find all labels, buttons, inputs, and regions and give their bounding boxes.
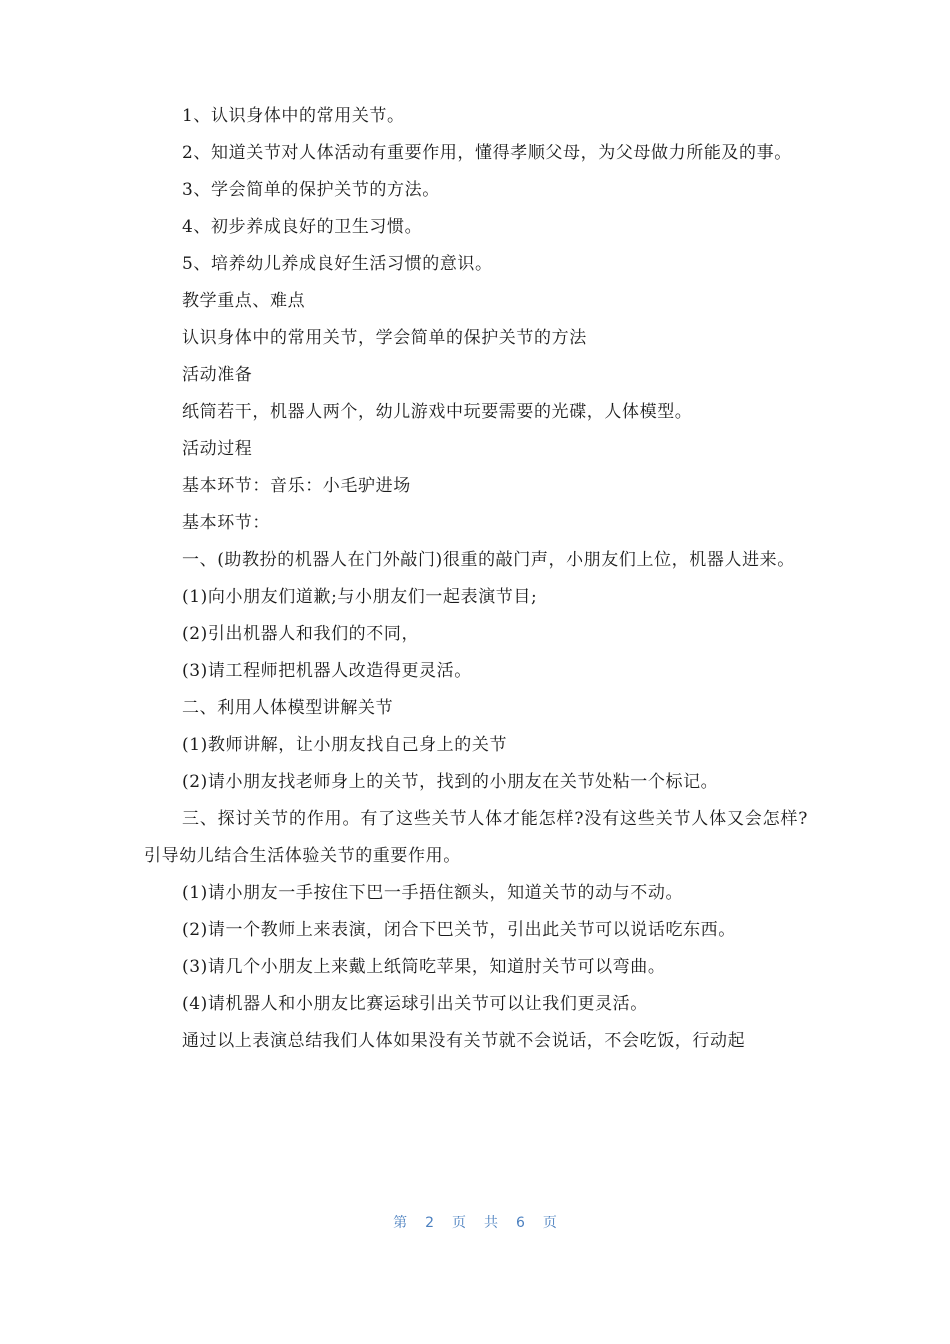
- paragraph-section-1-item-2: (2)引出机器人和我们的不同，: [182, 624, 420, 644]
- paragraph-section-1-item-3: (3)请工程师把机器人改造得更灵活。: [182, 661, 472, 681]
- paragraph-objective-2: 2、知道关节对人体活动有重要作用，懂得孝顺父母，为父母做力所能及的事。: [182, 143, 792, 163]
- paragraph-objective-5: 5、培养幼儿养成良好生活习惯的意识。: [182, 254, 493, 274]
- paragraph-section-1-item-1: (1)向小朋友们道歉;与小朋友们一起表演节目;: [182, 587, 538, 607]
- paragraph-section-3-item-4: (4)请机器人和小朋友比赛运球引出关节可以让我们更灵活。: [182, 994, 648, 1014]
- paragraph-objective-4: 4、初步养成良好的卫生习惯。: [182, 217, 423, 237]
- footer-total-pages: 6: [516, 1215, 525, 1231]
- paragraph-section-2-item-2: (2)请小朋友找老师身上的关节，找到的小朋友在关节处粘一个标记。: [182, 772, 719, 792]
- heading-preparation: 活动准备: [182, 365, 253, 385]
- footer-word-ye: 页: [452, 1215, 466, 1231]
- paragraph-key-points: 认识身体中的常用关节，学会简单的保护关节的方法: [182, 328, 587, 348]
- footer-word-ye-end: 页: [542, 1215, 557, 1231]
- paragraph-basic-step: 基本环节：: [182, 513, 270, 533]
- heading-process: 活动过程: [182, 439, 253, 459]
- paragraph-section-2-item-1: (1)教师讲解，让小朋友找自己身上的关节: [182, 735, 508, 755]
- footer-word-di: 第: [393, 1215, 408, 1231]
- paragraph-section-3: 三、探讨关节的作用。有了这些关节人体才能怎样?没有这些关节人体又会怎样?引导幼儿结合生活体验关节的重要作用。: [144, 809, 808, 866]
- footer-page-number: 2: [425, 1215, 434, 1231]
- paragraph-basic-step-music: 基本环节：音乐：小毛驴进场: [182, 476, 411, 496]
- paragraph-preparation: 纸筒若干，机器人两个，幼儿游戏中玩要需要的光碟，人体模型。: [182, 402, 693, 422]
- paragraph-section-3-item-1: (1)请小朋友一手按住下巴一手捂住额头，知道关节的动与不动。: [182, 883, 684, 903]
- footer-word-gong: 共: [484, 1215, 498, 1231]
- paragraph-objective-1: 1、认识身体中的常用关节。: [182, 106, 405, 126]
- paragraph-section-2: 二、利用人体模型讲解关节: [182, 698, 394, 718]
- paragraph-section-3-item-3: (3)请几个小朋友上来戴上纸筒吃苹果，知道肘关节可以弯曲。: [182, 957, 666, 977]
- page-footer: [0, 1212, 950, 1232]
- heading-key-points: 教学重点、难点: [182, 291, 306, 311]
- paragraph-objective-3: 3、学会简单的保护关节的方法。: [182, 180, 440, 200]
- paragraph-summary: 通过以上表演总结我们人体如果没有关节就不会说话，不会吃饭，行动起: [182, 1031, 746, 1051]
- paragraph-section-3-item-2: (2)请一个教师上来表演，闭合下巴关节，引出此关节可以说话吃东西。: [182, 920, 736, 940]
- document-body: [144, 98, 808, 1060]
- paragraph-section-1: 一、(助教扮的机器人在门外敲门)很重的敲门声，小朋友们上位，机器人进来。: [182, 550, 795, 570]
